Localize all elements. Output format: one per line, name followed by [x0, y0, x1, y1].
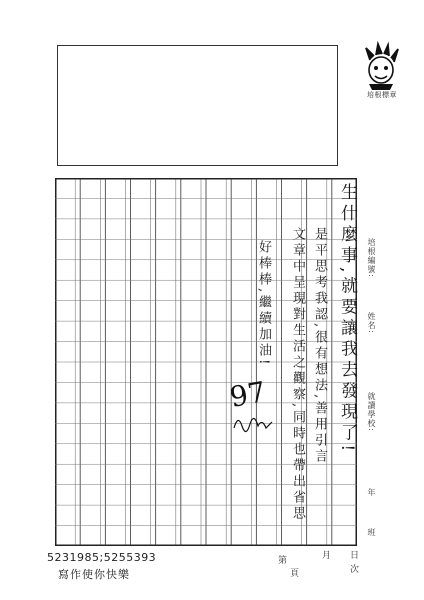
slogan: 寫作使你快樂 [58, 568, 130, 581]
teacher-comment-box [57, 45, 338, 166]
month-label: 月 [322, 551, 332, 561]
logo-caption: 培根標章 [367, 91, 397, 99]
school-label: 就讀學校: [367, 392, 376, 432]
essay-line-1: 是平思考我認,很有想法,善用引言 [312, 227, 327, 466]
phone-numbers: 5231985;5255393 [47, 551, 157, 564]
day-label: 日 [350, 551, 360, 561]
bacon-logo-icon [358, 40, 404, 92]
id-label: 培根編號: [367, 238, 376, 278]
essay-title: 生什麼事,就要讓我去發現了! [337, 183, 357, 456]
essay-line-2: 文章中呈現對生活之觀察,同時也帶出省思 [290, 227, 305, 523]
name-label: 姓名: [367, 312, 376, 334]
class-label: 班 [367, 528, 376, 537]
grade-label: 年 [367, 488, 376, 497]
score-mark: 97 [227, 375, 269, 414]
times-label: 次 [350, 565, 360, 575]
page-unit: 頁 [290, 569, 300, 579]
essay-line-3: 好棒棒,繼續加油! [256, 240, 271, 368]
signature-icon [232, 408, 277, 436]
page-label: 第 [278, 556, 288, 566]
